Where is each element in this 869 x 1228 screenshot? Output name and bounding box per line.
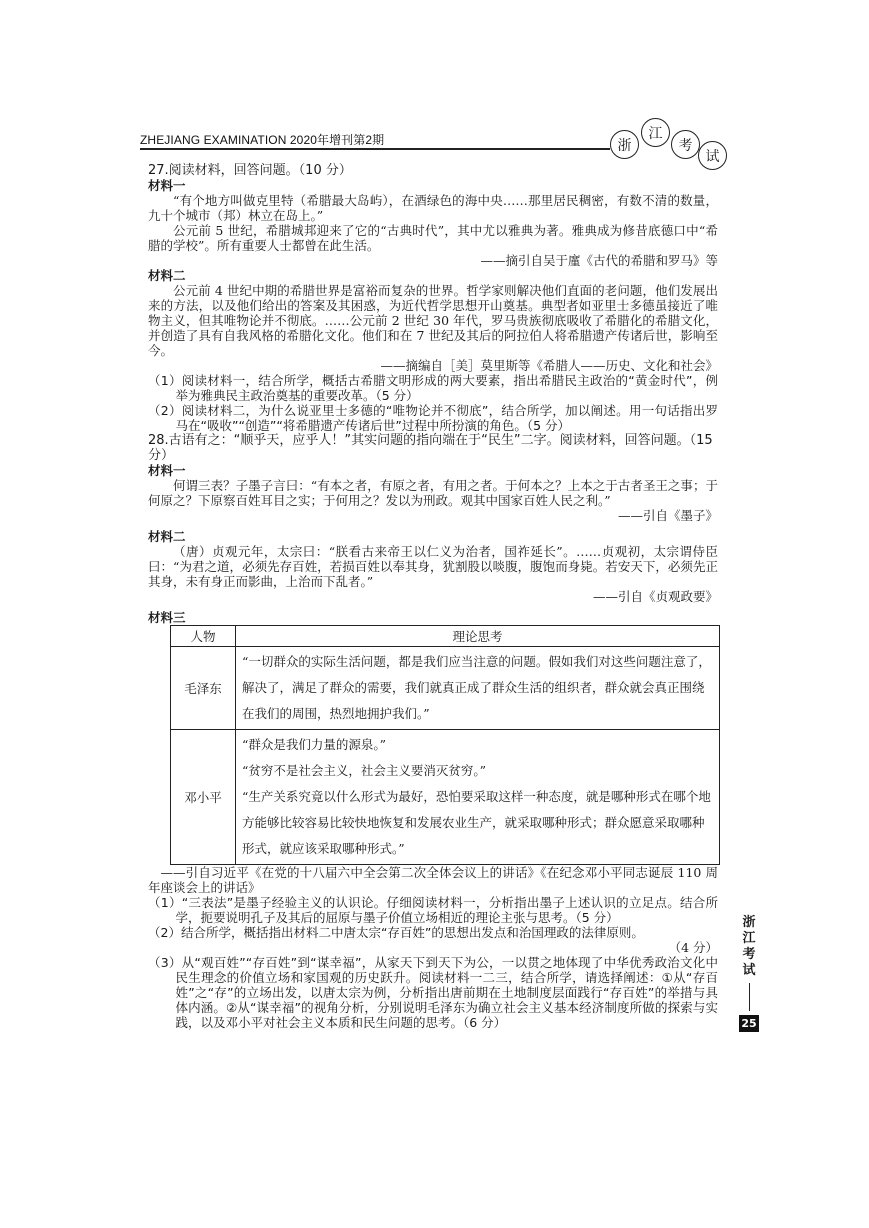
- q28-material-2-label: 材料二: [148, 529, 186, 544]
- side-tab: [740, 915, 758, 1032]
- table-cell-person: 邓小平: [171, 730, 236, 865]
- q28-material-1-p1: 何谓三表？子墨子言曰：“有本之者，有原之者，有用之者。于何本之？上本之于古者圣王之事；于何原之？下原察百姓耳目之实；于何用之？发以为刑政。观其中国家百姓人民之利。”: [148, 478, 718, 508]
- exam-content: [148, 163, 718, 1030]
- table-cell-thought: [236, 647, 720, 730]
- q28-material-3-label: 材料三: [148, 610, 186, 625]
- seal-char-4: 试: [698, 141, 727, 170]
- quote-line: “一切群众的实际生活问题，都是我们应当注意的问题。假如我们对这些问题注意了，解决了，满足了群众的需要，我们就真正成了群众生活的组织者，群众就会真正围绕在我们的周围，热烈地拥护我们。”: [242, 654, 711, 721]
- seal-char-2: 江: [641, 118, 670, 147]
- side-label-char: 试: [742, 963, 756, 978]
- table-header-person: 人物: [171, 626, 236, 647]
- table-header-row: [171, 626, 720, 647]
- question-28-title: 28.古语有之：“顺乎天，应乎人！”其实问题的指向端在于“民生”二字。阅读材料，回答问题。（15 分）: [148, 433, 713, 463]
- side-label-char: 考: [742, 947, 756, 962]
- q27-material-1-p2: 公元前 5 世纪，希腊城邦迎来了它的“古典时代”，其中尤以雅典为著。雅典成为修昔底德口中“希腊的学校”。所有重要人士都曾在此生活。: [148, 223, 718, 253]
- q27-material-2-label: 材料二: [148, 268, 186, 283]
- header-rule: [140, 148, 610, 150]
- q28-material-2-p1: （唐）贞观元年，太宗曰：“朕看古来帝王以仁义为治者，国祚延长”。……贞观初，太宗谓侍臣曰：“为君之道，必须先存百姓，若损百姓以奉其身，犹割股以啖腹，腹饱而身毙。若安天下，必须先正其身，未有身正而影曲，上治而下乱者。”: [148, 544, 718, 589]
- q28-material-1-source: ——引自《墨子》: [617, 508, 718, 523]
- q28-material-3-source: ——引自习近平《在党的十八届六中全会第二次全体会议上的讲话》《在纪念邓小平同志诞辰 110 周年座谈会上的讲话》: [148, 865, 718, 895]
- page-number: 25: [741, 1017, 757, 1030]
- table-cell-person: 毛泽东: [171, 647, 236, 730]
- q28-subquestion-3: （3）从“观百姓”“存百姓”到“谋幸福”，从家天下到天下为公，一以贯之地体现了中华优秀政治文化中民生理念的价值立场和家国观的历史跃升。阅读材料一二三，结合所学，请选择阐述：①从“存百姓”之“存”的立场出发，以唐太宗为例，分析指出唐前期在土地制度层面践行“存百姓”的举措与具体内涵。②从“谋幸福”的视角分析，分别说明毛泽东为确立社会主义基本经济制度所做的探索与实践，以及邓小平对社会主义本质和民生问题的思考。（6 分）: [148, 955, 718, 1030]
- running-title: ZHEJIANG EXAMINATION 2020年增刊第2期: [140, 133, 385, 147]
- seal-char-1: 浙: [610, 130, 639, 159]
- q28-material-1-label: 材料一: [148, 463, 186, 478]
- table-cell-thought: [236, 730, 720, 865]
- q28-subquestion-2: （2）结合所学，概括指出材料二中唐太宗“存百姓”的思想出发点和治国理政的法律原则。: [148, 925, 644, 940]
- seal-char-3: 考: [671, 130, 700, 159]
- q28-subquestion-1: （1）“三表法”是墨子经验主义的认识论。仔细阅读材料一，分析指出墨子上述认识的立足点。结合所学，扼要说明孔子及其后的屈原与墨子价值立场相近的理论主张与思考。（5 分）: [148, 895, 718, 925]
- table-header-thought: 理论思考: [236, 626, 720, 647]
- side-divider: [749, 983, 750, 1011]
- q27-subquestion-2: （2）阅读材料二，为什么说亚里士多德的“唯物论并不彻底”，结合所学，加以阐述。用一句话指出罗马在“吸收”“创造”“将希腊遗产传诸后世”过程中所扮演的角色。（5 分）: [148, 403, 718, 433]
- q27-material-1-p1: “有个地方叫做克里特（希腊最大岛屿），在酒绿色的海中央……那里居民稠密，有数不清的数量，九十个城市（邦）林立在岛上。”: [148, 193, 718, 223]
- side-label-char: 浙: [742, 915, 756, 930]
- table-row: [171, 647, 720, 730]
- q27-material-2-p1: 公元前 4 世纪中期的希腊世界是富裕而复杂的世界。哲学家则解决他们直面的老问题，他们发展出来的方法，以及他们给出的答案及其困惑，为近代哲学思想开山奠基。典型者如亚里士多德虽接近了唯物主义，但其唯物论并不彻底。……公元前 2 世纪 30 年代，罗马贵族彻底吸收了希腊化的希腊文化，并创造了具有自我风格的希腊化文化。他们和在 7 世纪及其后的阿拉伯人将希腊遗产传诸后世，影响至今。: [148, 283, 718, 358]
- quote-line: “贫穷不是社会主义，社会主义要消灭贫穷。”: [242, 763, 487, 778]
- q27-subquestion-1: （1）阅读材料一，结合所学，概括古希腊文明形成的两大要素，指出希腊民主政治的“黄金时代”，例举为雅典民主政治奠基的重要改革。（5 分）: [148, 373, 718, 403]
- side-label-char: 江: [742, 931, 756, 946]
- quote-line: “群众是我们力量的源泉。”: [242, 737, 387, 752]
- thinkers-table: [170, 625, 720, 865]
- q28-subquestion-2-score: （4 分）: [668, 940, 718, 955]
- q27-material-2-source: ——摘编自［美］莫里斯等《希腊人——历史、文化和社会》: [380, 358, 718, 373]
- question-27-title: 27.阅读材料，回答问题。（10 分）: [148, 163, 352, 178]
- q28-material-2-source: ——引自《贞观政要》: [592, 589, 718, 604]
- table-row: [171, 730, 720, 865]
- q27-material-1-source: ——摘引自吴于廑《古代的希腊和罗马》等: [480, 253, 718, 268]
- q27-material-1-label: 材料一: [148, 178, 186, 193]
- quote-line: “生产关系究竟以什么形式为最好，恐怕要采取这样一种态度，就是哪种形式在哪个地方能够比较容易比较快地恢复和发展农业生产，就采取哪种形式；群众愿意采取哪种形式，就应该采取哪种形式。”: [242, 789, 711, 856]
